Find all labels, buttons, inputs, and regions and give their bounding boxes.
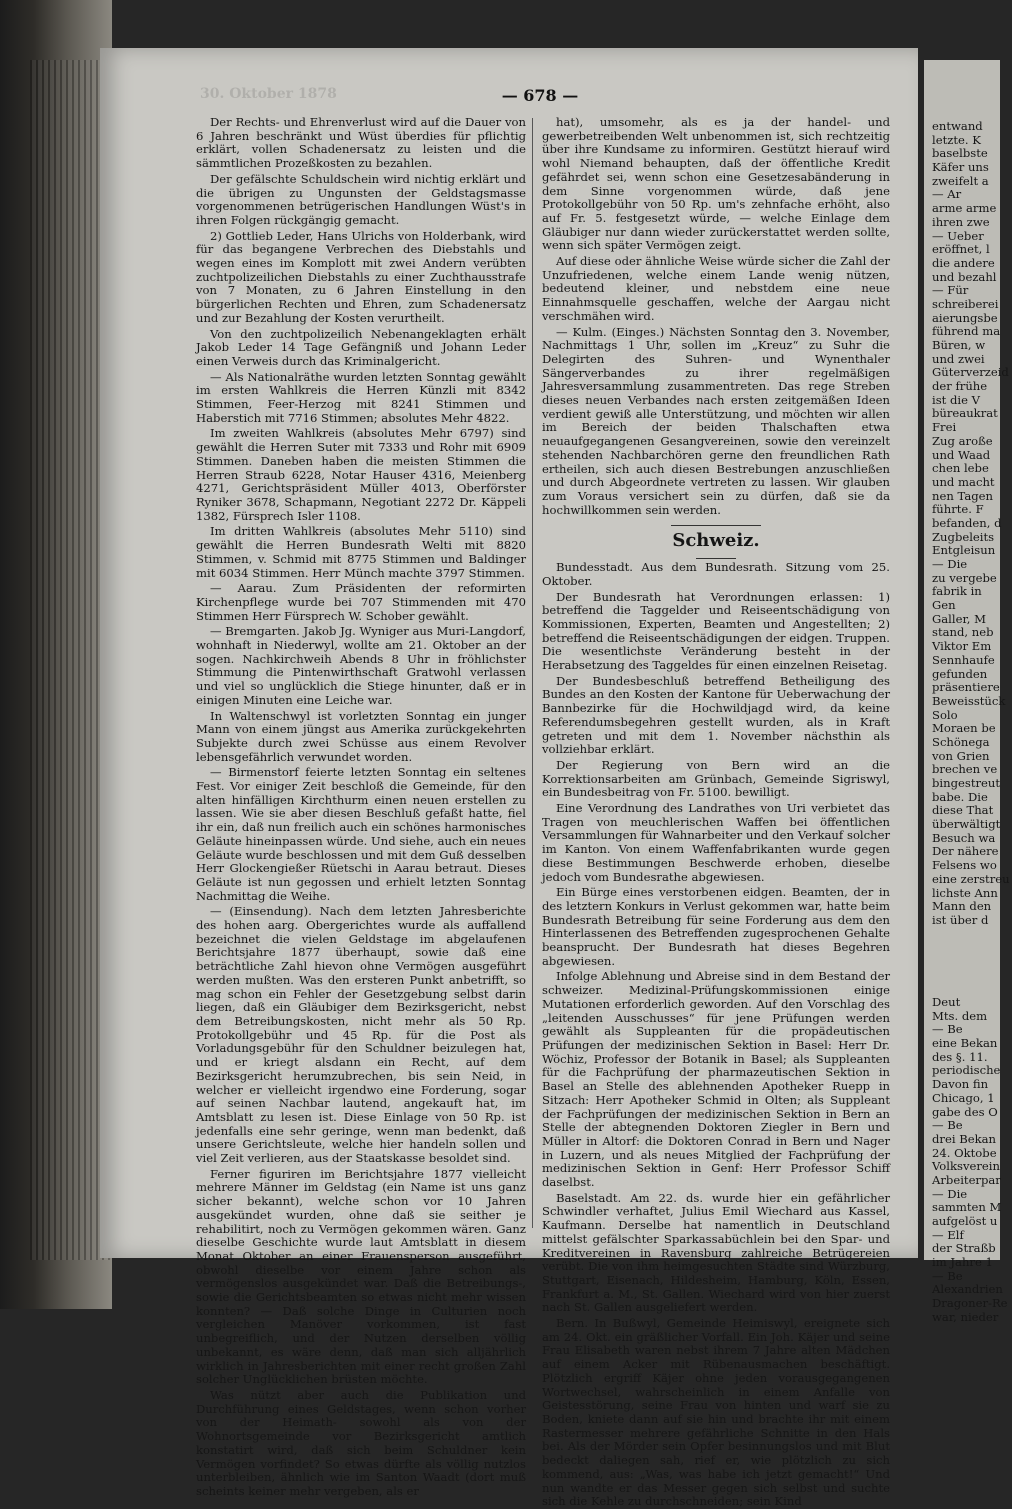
paragraph: — Birmenstorf feierte letzten Sonntag ein seltenes Fest. Vor einiger Zeit beschloß die Gemeinde, für den alten hinfälligen Kirchthurm einen neuen erstellen zu lassen. Wie sie aber diesen Beschluß gefaßt hatte, fiel ihr ein, daß nun freilich auch ein schönes harmonisches Geläute hineinpassen würde. Und siehe, auch ein neues Geläute wurde beschlossen und mit dem Guß desselben Herr Glockengießer Rüetschi in Aarau betraut. Dieses Geläute ist nun gegossen und erhielt letzten Sonntag Nachmittag die Weihe. xyxy=(196,765,526,903)
next-page-line: im Jahre 1 xyxy=(932,1255,993,1270)
next-page-line: — Elf xyxy=(932,1227,964,1242)
next-page-line: schreiberei xyxy=(932,296,999,311)
next-page-line: gefunden xyxy=(932,666,988,681)
paragraph: — Als Nationalräthe wurden letzten Sonntag gewählt im ersten Wahlkreis die Herren Künzli mit 8342 Stimmen, Feer-Herzog mit 8241 Stimmen und Haberstich mit 7716 Stimmen; absolutes Mehr 4822. xyxy=(196,369,526,425)
paragraph: Von den zuchtpolizeilich Nebenangeklagten erhält Jakob Leder 14 Tage Gefängniß und Johann Leder einen Verweis durch das Kriminalgericht. xyxy=(196,326,526,368)
next-page-line: eröffnet, l xyxy=(932,242,990,257)
paragraph: Im dritten Wahlkreis (absolutes Mehr 5110) sind gewählt die Herren Bundesrath Welti mit 8820 Stimmen, v. Schmid mit 8775 Stimmen und Baldinger mit 6034 Stimmen. Herr Münch machte 3797 Stimmen. xyxy=(196,524,526,580)
next-page-line: Besuch wa xyxy=(932,830,996,845)
next-page-line: aufgelöst u xyxy=(932,1214,998,1228)
paragraph: Der Bundesbeschluß betreffend Betheiligung des Bundes an den Kosten der Kantone für Ueberwachung der Bannbezirke für die Hochwildjagd wird, da keine Referendumsbegehren gestellt wurden, als in Kraft getreten und mit dem 1. November nächsthin als vollziehbar erklärt. xyxy=(542,673,890,757)
next-page-line: periodische xyxy=(932,1063,1001,1078)
next-page-line: eine zerstreu xyxy=(932,871,1010,886)
next-page-line: — Ar xyxy=(932,187,962,202)
next-page-line: Dragoner-Re xyxy=(932,1296,1008,1311)
section-rule xyxy=(671,525,761,526)
next-page-fragments xyxy=(932,120,1012,1325)
paragraph: Eine Verordnung des Landrathes von Uri verbietet das Tragen von meuchlerischen Waffen bei öffentlichen Versammlungen für Wahnarbeiter und den Verkauf solcher im Kanton. Von einem Waffenfabrikanten wurde gegen diese Bestimmungen Beschwerde erhoben, dieselbe jedoch vom Bundesrathe abgewiesen. xyxy=(542,801,890,884)
next-page-line: Davon fin xyxy=(932,1077,989,1092)
paragraph: Infolge Ablehnung und Abreise sind in dem Bestand der schweizer. Medizinal-Prüfungskommissionen einige Mutationen erforderlich geworden. Auf den Vorschlag des „leitenden Ausschusses“ für jene Prüfungen werden gewählt als Suppleanten für die propädeutischen Prüfungen der medizinischen Sektion in Basel: Herr Dr. Wöchiz, Professor der Botanik in Basel; als Suppleanten für die Fachprüfung der pharmazeutischen Sektion in Basel an Stelle des ablehnenden Apotheker Ruepp in Sitzach: Herr Apotheker Schmid in Olten; als Suppleant der Fachprüfungen der medizinischen Sektion in Bern an Stelle der abtegnenden Doktoren Ziegler in Bern und Müller in Altorf: die Doktoren Conrad in Bern und Nager in Luzern, und als neues Mitglied der Fachprüfung der medizinischen Sektion in Genf: Herr Professor Schiff daselbst. xyxy=(542,969,890,1190)
next-page-line: Entgleisun xyxy=(932,543,996,558)
paragraph: Bundesstadt. Aus dem Bundesrath. Sitzung vom 25. Oktober. xyxy=(542,560,890,588)
next-page-line: Moraen be xyxy=(932,721,996,736)
next-page-line: und macht xyxy=(932,474,995,489)
next-page-line: Der nähere xyxy=(932,844,999,859)
next-page-line xyxy=(932,982,1012,996)
paragraph: Ein Bürge eines verstorbenen eidgen. Beamten, der in des letztern Konkurs in Verlust gekommen war, hatte beim Bundesrath Betreibung für seine Forderung aus dem den Hinterlassenen des Betreffenden zugesprochenen Gehalte beansprucht. Der Bundesrath hat dieses Begehren abgewiesen. xyxy=(542,885,890,968)
next-page-line: chen lebe xyxy=(932,461,989,476)
right-column xyxy=(542,115,890,1509)
paragraph: Der gefälschte Schuldschein wird nichtig erklärt und die übrigen zu Ungunsten der Geldstagsmasse vorgenommenen betrügerischen Handlungen Wüst's in ihren Folgen rückgängig gemacht. xyxy=(196,171,526,227)
next-page-line: Sennhaufe xyxy=(932,652,995,667)
next-page-line: Zug aroße xyxy=(932,433,993,448)
next-page-line: babe. Die xyxy=(932,789,988,804)
next-page-line: lichste Ann xyxy=(932,885,998,900)
next-page-line: der Straßb xyxy=(932,1241,996,1256)
next-page-line: brechen ve xyxy=(932,762,998,777)
paragraph: — Kulm. (Einges.) Nächsten Sonntag den 3. November, Nachmittags 1 Uhr, sollen im „Kreuz“ zu Suhr die Delegirten des Suhren- und Wynenthaler Sängerverbandes zu ihrer regelmäßigen Jahresversammlung zusammentreten. Das rege Streben dieses neuen Verbandes nach ersten zeitgemäßen Ideen verdient gewiß alle Unterstützung, und möchten wir allen im Bereich der beiden Thalschaften etwa neuaufgegangenen Gesangvereinen, sowie den vereinzelt stehenden Nachbarchören gerne den freundlichen Rath ertheilen, sich auch diesen Bestrebungen anzuschließen und durch Abgeordnete vertreten zu lassen. Wir glauben zum Voraus versichert sein zu dürfen, daß sie da hochwillkommen sein werden. xyxy=(542,324,890,517)
next-page-line xyxy=(932,955,1012,969)
next-page-line: Frei xyxy=(932,420,957,435)
paragraph: Der Regierung von Bern wird an die Korrektionsarbeiten am Grünbach, Gemeinde Sigriswyl, ein Bundesbeitrag von Fr. 5100. bewilligt. xyxy=(542,757,890,800)
next-page-line: büreaukrat xyxy=(932,406,998,421)
next-page-line: Arbeiterpar xyxy=(932,1172,1001,1187)
next-page-line: führend ma xyxy=(932,324,1001,339)
next-page-line xyxy=(932,941,1012,955)
paragraph: Ferner figuriren im Berichtsjahre 1877 vielleicht mehrere Männer im Geldstag (ein Name ist uns ganz sicher bekannt), welche schon vor 10 Jahren ausgekündet wurden, ohne daß sie seither je rehabilitirt, noch zu Vermögen gekommen wären. Ganz dieselbe Geschichte wurde laut Amtsblatt in diesem Monat Oktober an einer Frauensperson ausgeführt, obwohl dieselbe vor einem Jahre schon als vermögenslos ausgekündet war. Daß die Betreibungs-, sowie die Gerichtsbeamten so etwas nicht mehr wissen konnten? — Daß solche Dinge in Culturien noch vergleichen Manöver vorkommen, ist fast unbegreiflich, und der Nutzen derselben völlig unbekannt, es wäre denn, daß man sich alljährlich wirklich in Jahresberichten mit einer recht großen Zahl solcher Unglücklichen brüsten möchte. xyxy=(196,1166,526,1387)
next-page-line: Deut xyxy=(932,995,961,1009)
next-page-line: — Die xyxy=(932,557,968,571)
next-page-line: — Be xyxy=(932,1022,963,1037)
next-page-line: war, nieder xyxy=(932,1309,999,1324)
next-page-line: Mts. dem xyxy=(932,1008,988,1023)
paragraph: 2) Gottlieb Leder, Hans Ulrichs von Holderbank, wird für das begangene Verbrechen des Diebstahls und wegen eines im Komplott mit zwei Andern verübten zuchtpolizeilichen Diebstahls zu einer Zuchthausstrafe von 7 Monaten, zu 6 Jahren Einstellung in den bürgerlichen Rechten und Ehren, zum Schadenersatz und zur Bezahlung der Kosten verurtheilt. xyxy=(196,228,526,325)
next-page-line: ihren zwe xyxy=(932,214,990,229)
next-page-line: des §. 11. xyxy=(932,1049,988,1064)
next-page-line: Schönega xyxy=(932,734,990,749)
right-column-top-articles xyxy=(542,116,890,517)
next-page-line: baselbste xyxy=(932,146,988,161)
next-page-line: Gen xyxy=(932,598,956,613)
book-binding-fold xyxy=(0,0,112,1309)
next-page-line: sammten M xyxy=(932,1200,1002,1215)
page-edges xyxy=(30,60,110,1260)
next-page-line: drei Bekan xyxy=(932,1131,997,1146)
next-page-line: und bezahl xyxy=(932,269,997,284)
paragraph: — Aarau. Zum Präsidenten der reformirten Kirchenpflege wurde bei 707 Stimmenden mit 470 Stimmen Herr Fürsprech W. Schober gewählt. xyxy=(196,581,526,623)
next-page-line: eine Bekan xyxy=(932,1036,998,1051)
paragraph: hat), umsomehr, als es ja der handel- und gewerbetreibenden Welt unbenommen ist, sich rechtzeitig über ihre Kundsame zu informiren. Gestützt hierauf wird wohl Niemand behaupten, daß der öffentliche Kredit gefährdet sei, wenn schon eine Gesetzesabänderung in dem Sinne vorgenommen würde, daß jene Protokollgebühr von 50 Rp. um's zehnfache erhöht, also auf Fr. 5. festgesetzt würde, — welche Einlage dem Gläubiger nur dann wieder zurückerstattet werden sollte, wenn sich später Vermögen zeigt. xyxy=(542,115,890,253)
next-page-line: ist die V xyxy=(932,392,981,407)
next-page-line: Solo xyxy=(932,707,958,722)
next-page-line: befanden, d xyxy=(932,515,1002,530)
next-page-line xyxy=(932,969,1012,983)
next-page-line: arme arme xyxy=(932,201,997,216)
section-underline xyxy=(696,558,736,559)
next-page-line: stand, neb xyxy=(932,625,994,640)
next-page-line: Chicago, 1 xyxy=(932,1090,995,1105)
next-page-line: Viktor Em xyxy=(932,639,992,654)
next-page-line: Käfer uns xyxy=(932,160,989,175)
next-page-line: Volksverein xyxy=(932,1159,1000,1174)
next-page-line: Alexandrien xyxy=(932,1282,1003,1297)
paragraph: In Waltenschwyl ist vorletzten Sonntag ein junger Mann von einem jüngst aus Amerika zurückgekehrten Subjekte durch zwei Schüsse aus einem Revolver lebensgefährlich verwundet worden. xyxy=(196,708,526,764)
next-page-line: entwand xyxy=(932,119,983,133)
next-page-line: Beweisstück xyxy=(932,693,1006,708)
paragraph: Was nützt aber auch die Publikation und Durchführung eines Geldstages, wenn schon vorher von der Heimath- sowohl als von der Wohnortsgemeinde vor Bezirksgericht amtlich konstatirt wird, daß sich beim Schuldner kein Vermögen vorfindet? So etwas dürfte als völlig nutzlos unterbleiben, ähnlich wie im Santon Waadt (dort muß scheints keiner mehr vergeben, als er xyxy=(196,1387,526,1498)
paragraph: Baselstadt. Am 22. ds. wurde hier ein gefährlicher Schwindler verhaftet, Julius Emil Wiechard aus Kassel, Kaufmann. Derselbe hat namentlich in Deutschland mittelst gefälschter Sparkassabüchlein bei den Spar- und Kreditvereinen in Ravensburg zahlreiche Betrügereien verübt. Die von ihm heimgesuchten Städte sind Würzburg, Stuttgart, Eisenach, Hildesheim, Hamburg, Köln, Essen, Frankfurt a. M., St. Gallen. Wiechard wird von hier zuerst nach St. Gallen ausgeliefert werden. xyxy=(542,1190,890,1315)
next-page-line: gabe des O xyxy=(932,1104,998,1119)
next-page-line: Galler, M xyxy=(932,611,986,626)
paragraph: Im zweiten Wahlkreis (absolutes Mehr 6797) sind gewählt die Herren Suter mit 7333 und Rohr mit 6909 Stimmen. Daneben haben die meisten Stimmen die Herren Straub 6228, Notar Hauser 4316, Meienberg 4271, Gerichtspräsident Müller 4013, Oberförster Ryniker 3678, Schapmann, Negotiant 2272 Dr. Käppeli 1382, Fürsprech Isler 1108. xyxy=(196,426,526,523)
section-heading: Schweiz. xyxy=(672,530,760,552)
next-page-line: — Ueber xyxy=(932,228,984,243)
next-page-line: bingestreut xyxy=(932,776,1001,790)
column-separator xyxy=(532,118,533,1228)
next-page-line: — Die xyxy=(932,1186,968,1201)
next-page-line: 24. Oktobe xyxy=(932,1145,997,1160)
paragraph: Der Rechts- und Ehrenverlust wird auf die Dauer von 6 Jahren beschränkt und Wüst überdies für pflichtig erklärt, vollen Schadenersatz zu leisten und die sämmtlichen Prozeßkosten zu bezahlen. xyxy=(196,115,526,171)
next-page-line: — Für xyxy=(932,283,969,298)
next-page-line: führte. F xyxy=(932,502,984,517)
next-page-line: letzte. K xyxy=(932,132,981,147)
next-page-line: präsentiere xyxy=(932,680,1000,695)
next-page-edge xyxy=(924,60,1010,1324)
next-page-line: Felsens wo xyxy=(932,858,997,873)
next-page-line: und zwei xyxy=(932,351,985,366)
right-column-bottom-articles xyxy=(542,561,890,1509)
next-page-line: diese That xyxy=(932,803,994,818)
next-page-line: fabrik in xyxy=(932,584,982,599)
paragraph: — Bremgarten. Jakob Jg. Wyniger aus Muri-Langdorf, wohnhaft in Niederwyl, wollte am 21. Oktober an der sogen. Nachkirchweih Abends 8 Uhr in fröhlichster Stimmung die Pintenwirthschaft Gratwohl verlassen und viel so unglücklich die Stiege hinunter, daß er in einigen Minuten eine Leiche war. xyxy=(196,624,526,707)
paragraph: Auf diese oder ähnliche Weise würde sicher die Zahl der Unzufriedenen, welche einem Lande wenig nützen, bedeutend kleiner, und nebstdem eine neue Einnahmsquelle geschaffen, welche der Aargau nicht verschmähen wird. xyxy=(542,254,890,323)
next-page-line: überwältigt xyxy=(932,817,1001,832)
page-number: — 678 — xyxy=(501,86,579,105)
next-page-line: die andere xyxy=(932,255,995,270)
next-page-line: von Grien xyxy=(932,748,990,763)
next-page-line: nen Tagen xyxy=(932,488,993,503)
next-page-line: zweifelt a xyxy=(932,173,989,188)
show-through-header: 30. Oktober 1878 xyxy=(200,86,337,102)
next-page-line: ist über d xyxy=(932,912,989,927)
next-page-line: — Be xyxy=(932,1268,963,1283)
next-page-line: und Waad xyxy=(932,447,991,462)
next-page-line: Büren, w xyxy=(932,338,986,352)
next-page-line: der frühe xyxy=(932,379,988,394)
next-page-line: Güterverzeid xyxy=(932,365,1009,380)
paragraph: Bern. In Bußwyl, Gemeinde Heimiswyl, ereignete sich am 24. Okt. ein gräßlicher Vorfall. Ein Joh. Käjer und seine Frau Elisabeth waren nebst ihrem 7 Jahre alten Mädchen auf einem Acker mit Rübenausmachen beschäftigt. Plötzlich ergriff Käjer ohne jeden vorausgegangenen Wortwechsel, wahrscheinlich in einem Anfalle von Geistesstörung, seine Frau von hinten und warf sie zu Boden, kniete dann auf sie hin und brachte ihr mit einem Rastermesser mehrere gefährliche Schnitte in den Hals bei. Als der Mörder sein Opfer besinnungslos und mit Blut bedeckt daliegen sah, rief er, wie plötzlich zu sich kommend, aus: „Was, was habe ich jetzt gemacht!“ Und nun wandte er das Messer gegen sich selbst und suchte sich die Kehle zu durchschneiden; sein Kind xyxy=(542,1316,890,1509)
paragraph: — (Einsendung). Nach dem letzten Jahresberichte des hohen aarg. Obergerichtes wurde als auffallend bezeichnet die vielen Geldstage im abgelaufenen Berichtsjahre 1877 überhaupt, sowie daß eine beträchtliche Zahl hievon ohne Vermögen ausgeführt werden mußten. Was den ersteren Punkt anbetrifft, so mag schon ein Fehler der Gesetzgebung selbst darin liegen, daß ein Gläubiger dem Bezirksgericht, nebst dem Betreibungskosten, nicht mehr als 50 Rp. Protokollgebühr und 45 Rp. für die Post als Vorladungsgebühr für den Schuldner beizulegen hat, und er kriegt alsdann ein Recht, auf dem Bezirksgericht herumzubrechen, bis sein Neid, in welcher er vielleicht irgendwo eine Forderung, sogar auf seinen Nachbar lautend, angekauft hat, im Amtsblatt zu lesen ist. Diese Einlage von 50 Rp. ist jedenfalls eine sehr geringe, wenn man bedenkt, daß unsere Gerichtsleute, welche hier handeln sollen und viel Zeit verlieren, aus der Staatskasse besoldet sind. xyxy=(196,904,526,1166)
next-page-line: Zugbeleits xyxy=(932,529,995,544)
next-page-line xyxy=(932,928,1012,942)
next-page-line: aierungsbe xyxy=(932,310,998,325)
paragraph: Der Bundesrath hat Verordnungen erlassen: 1) betreffend die Taggelder und Reiseentschädigung von Kommissionen, Experten, Beamten und Angestellten; 2) betreffend die Reiseentschädigungen der eidgen. Truppen. Die wesentlichste Veränderung besteht in der Herabsetzung des Taggeldes für einen einzelnen Reisetag. xyxy=(542,589,890,673)
left-column xyxy=(196,115,526,1498)
next-page-line: zu vergebe xyxy=(932,570,997,585)
next-page-line: Mann den xyxy=(932,899,992,914)
next-page-line: — Be xyxy=(932,1118,963,1133)
